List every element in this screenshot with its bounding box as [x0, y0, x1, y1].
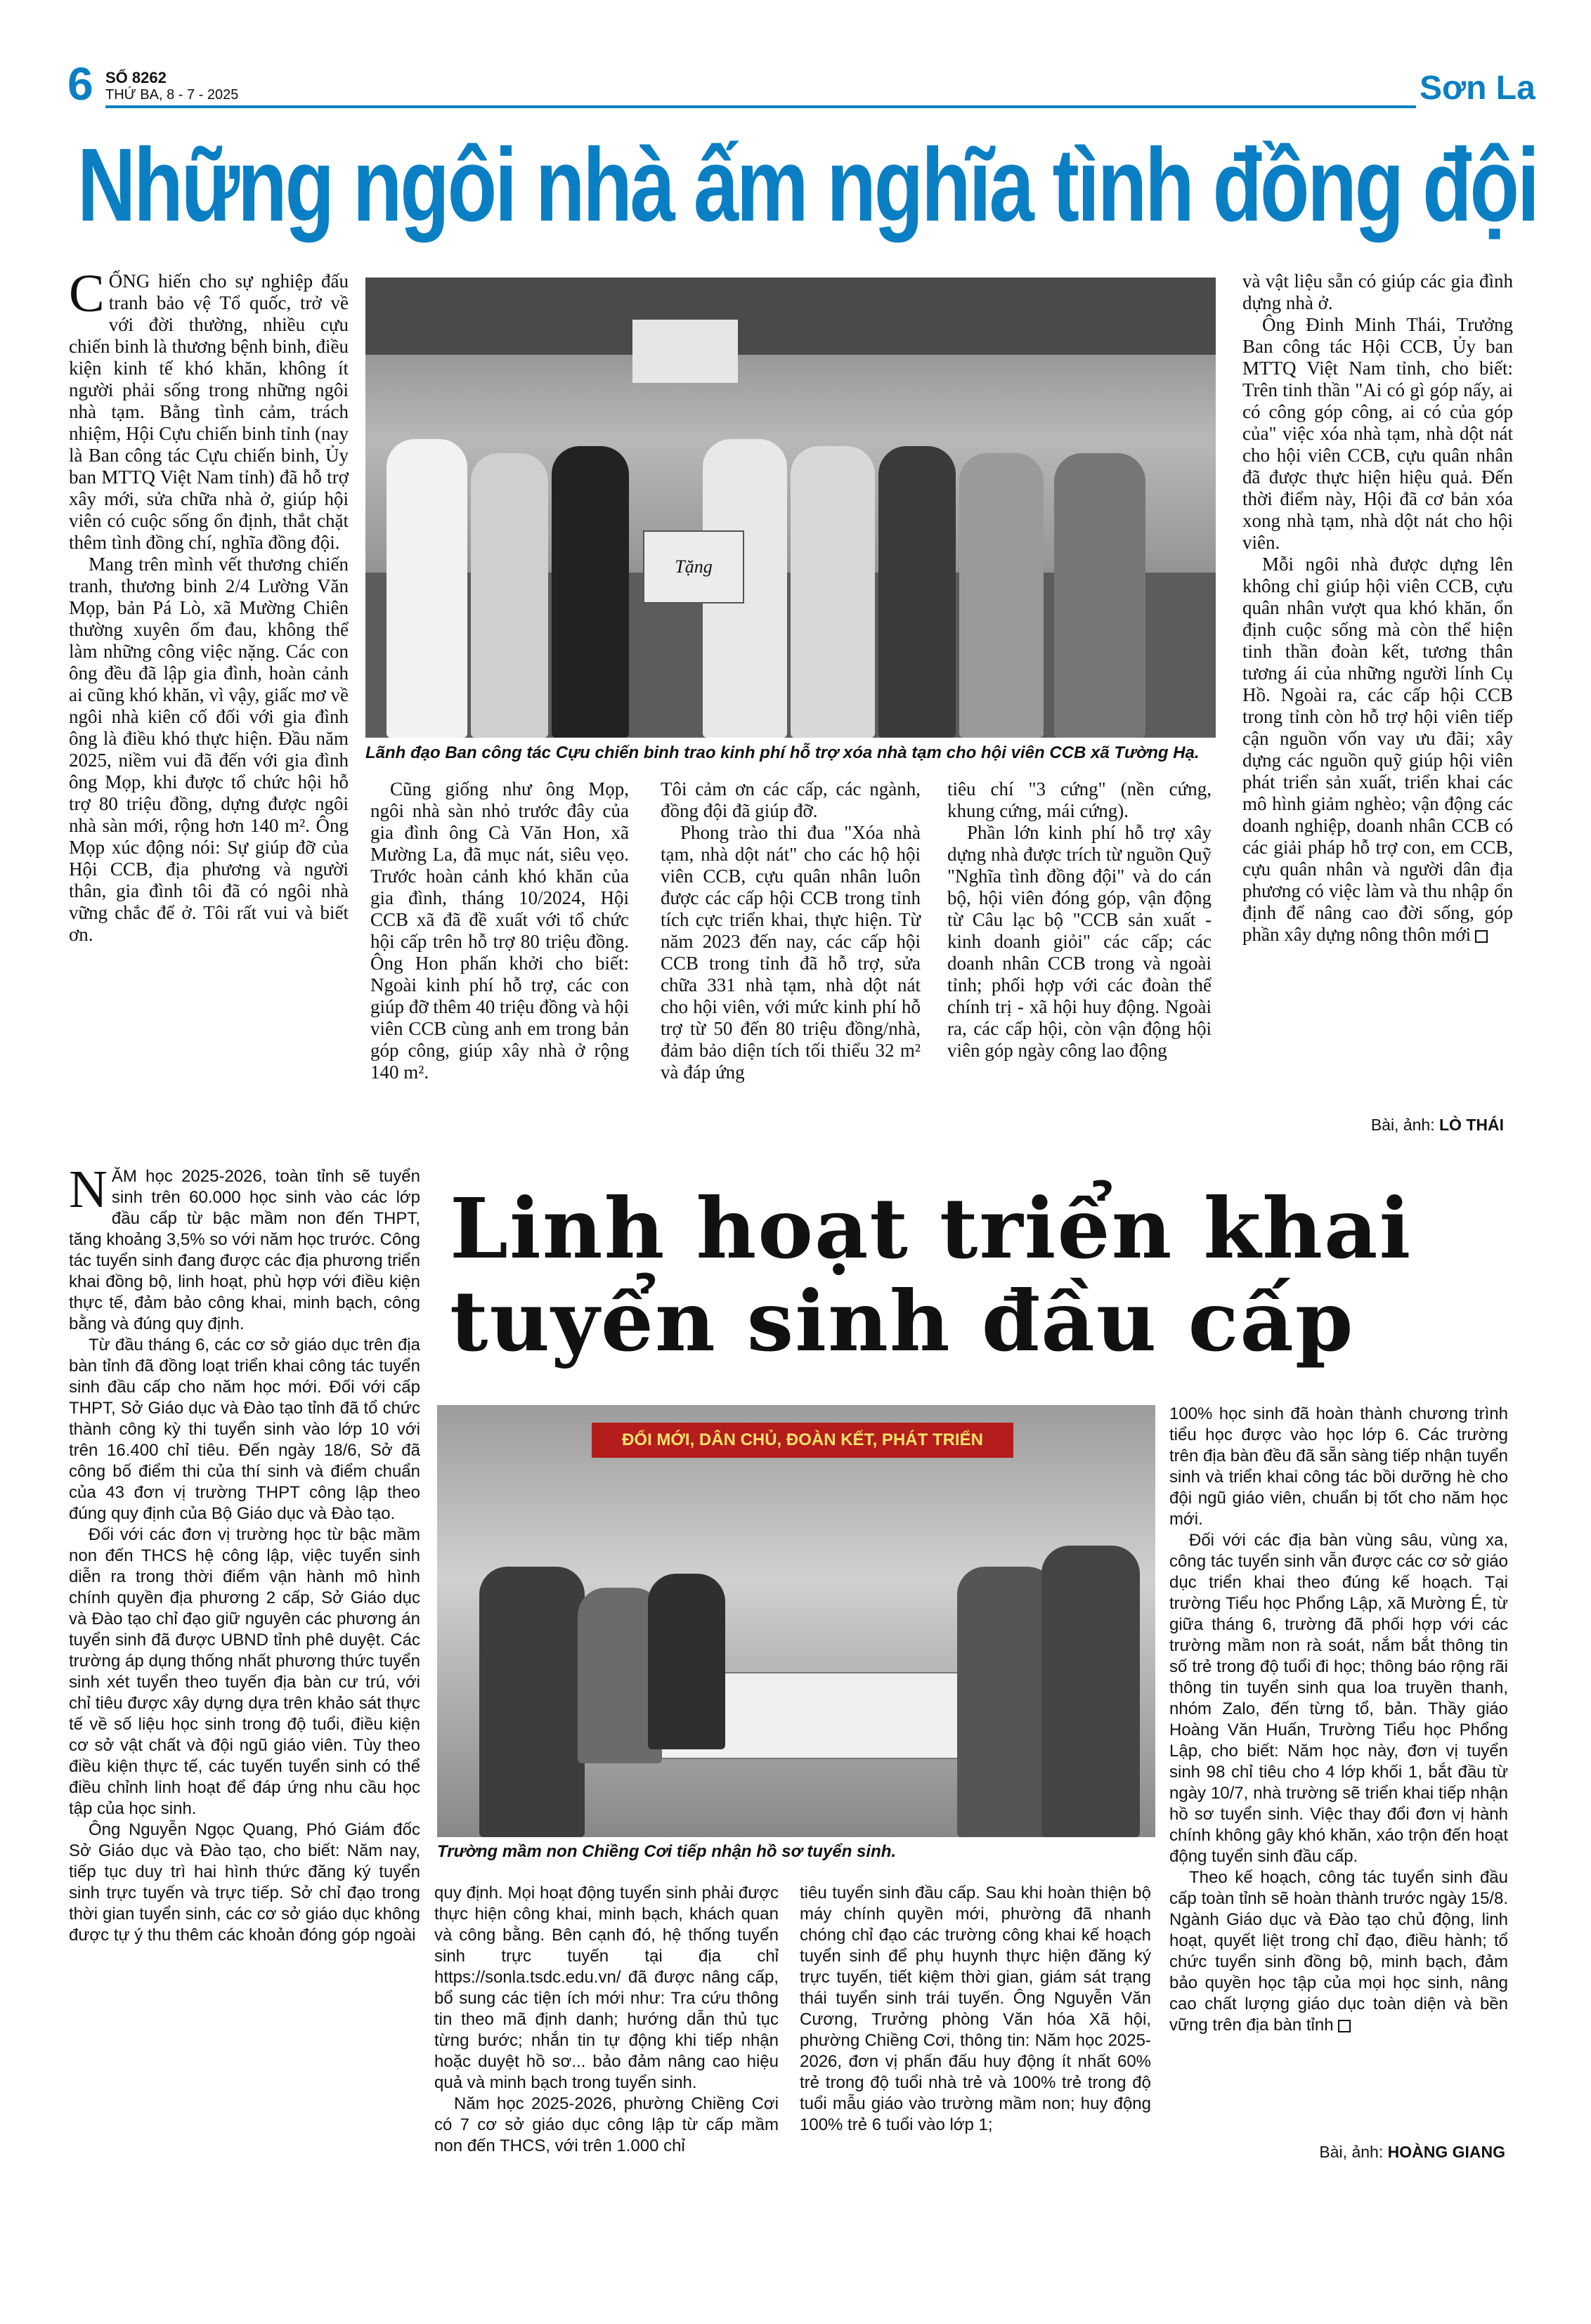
gift-box: Tặng — [643, 530, 744, 603]
paragraph: và vật liệu sẵn có giúp các gia đình dựng nhà ở. — [1242, 270, 1513, 313]
article1-photo-caption: Lãnh đạo Ban công tác Cựu chiến binh trao kinh phí hỗ trợ xóa nhà tạm cho hội viên CCB xã Tường Hạ. — [365, 743, 1200, 762]
author-name: HOÀNG GIANG — [1387, 2143, 1505, 2161]
article2-photo — [437, 1405, 1155, 1837]
paragraph: Phần lớn kinh phí hỗ trợ xây dựng nhà được trích từ nguồn Quỹ "Nghĩa tình đồng đội" và do cán bộ, hội viên đóng góp, vận động từ Câu lạc bộ "CCB sản xuất - kinh doanh giỏi" các cấp; các doanh nhân CCB trong và ngoài tỉnh; phối hợp với các đoàn thể chính trị - xã hội huy động. Ngoài ra, các cấp hội, còn vận động hội viên góp ngày công lao động — [947, 822, 1212, 1061]
article1-col3 — [661, 778, 921, 1083]
paragraph: Ông Nguyễn Ngọc Quang, Phó Giám đốc Sở Giáo dục và Đào tạo, cho biết: Năm nay, tiếp tục duy trì hai hình thức đăng ký tuyển sinh trực tuyến và trực tiếp. Sở chỉ đạo trong thời gian tuyển sinh, các cơ sở giáo dục không được tự ý thu thêm các khoản đóng góp ngoài — [69, 1820, 420, 1945]
end-mark-icon — [1338, 2020, 1351, 2032]
article2-col4 — [1169, 1404, 1508, 2036]
article2-title-line1: Linh hoạt triển khai — [450, 1180, 1413, 1277]
dropcap: N — [69, 1160, 108, 1219]
paragraph: Phong trào thi đua "Xóa nhà tạm, nhà dột nát" cho các hộ hội viên CCB, cựu quân nhân luôn được các cấp hội CCB trong tỉnh tích cực triển khai, thực hiện. Từ năm 2023 đến nay, các cấp hội CCB trong tỉnh đã hỗ trợ, sửa chữa 331 nhà tạm, nhà dột nát cho hội viên, với mức kinh phí hỗ trợ từ 50 đến 80 triệu đồng/nhà, đảm bảo diện tích tối thiểu 32 m² và đáp ứng — [661, 822, 921, 1083]
article1-byline: Bài, ảnh: LÒ THÁI — [1370, 1116, 1504, 1134]
paragraph: quy định. Mọi hoạt động tuyển sinh phải được thực hiện công khai, minh bạch, khách quan và công bằng. Bên cạnh đó, hệ thống tuyển sinh trực tuyến tại địa chỉ https://sonla.tsdc.edu.vn/ đã được nâng cấp, bổ sung các tiện ích mới như: Tra cứu thông tin theo mã định danh; hướng dẫn thủ tục từng bước; nhắn tin tự động khi tiếp nhận hoặc duyệt hồ sơ... bảo đảm nâng cao hiệu quả và minh bạch trong tuyển sinh. — [434, 1884, 779, 2092]
paragraph: tiêu chí "3 cứng" (nền cứng, khung cứng, mái cứng). — [947, 778, 1212, 821]
dropcap: C — [69, 264, 105, 323]
paragraph: tiêu tuyển sinh đầu cấp. Sau khi hoàn thiện bộ máy chính quyền mới, phường đã nhanh chóng chỉ đạo các trường công khai kế hoạch tuyển sinh để phụ huynh thực hiện đăng ký trực tuyến, tiết kiệm thời gian, giám sát trạng thái tuyển sinh trái tuyến. Ông Nguyễn Văn Cương, Trưởng phòng Văn hóa Xã hội, phường Chiềng Cơi, thông tin: Năm học 2025-2026, đơn vị phấn đấu huy động ít nhất 60% trẻ trong độ tuổi nhà trẻ và 100% trẻ trong độ tuổi mẫu giáo vào trường mầm non; huy động 100% trẻ 6 tuổi vào lớp 1; — [800, 1884, 1151, 2134]
paragraph: Tôi cảm ơn các cấp, các ngành, đồng đội đã giúp đỡ. — [661, 778, 921, 821]
section-name: Sơn La — [1420, 70, 1535, 107]
header-rule — [105, 105, 1416, 108]
article1-col1 — [69, 264, 349, 946]
article2-byline: Bài, ảnh: HOÀNG GIANG — [1319, 2143, 1505, 2161]
article2-col2 — [434, 1883, 779, 2157]
author-name: LÒ THÁI — [1439, 1116, 1504, 1134]
issue-number: SỐ 8262 — [105, 69, 167, 86]
article2-col3 — [800, 1883, 1151, 2136]
photo-banner: ĐỔI MỚI, DÂN CHỦ, ĐOÀN KẾT, PHÁT TRIỂN — [592, 1423, 1013, 1458]
paragraph: Đối với các địa bàn vùng sâu, vùng xa, công tác tuyển sinh vẫn được các cơ sở giáo dục triển khai theo đúng kế hoạch. Tại trường Tiểu học Phổng Lập, xã Mường É, từ giữa tháng 6, trường đã phối hợp với các trường mầm non rà soát, nắm bắt thông tin số trẻ trong độ tuổi đi học; thông báo rộng rãi thông tin tuyển sinh qua loa truyền thanh, nhóm Zalo, đến từng tổ, bản. Thầy giáo Hoàng Văn Huấn, Trường Tiểu học Phổng Lập, cho biết: Năm học này, đơn vị tuyển sinh 98 chỉ tiêu cho 4 lớp khối 1, bắt đầu từ ngày 10/7, nhà trường sẽ triển khai tiếp nhận hồ sơ tuyển sinh. Việc thay đổi đơn vị hành chính không gây khó khăn, xáo trộn đến hoạt động tuyển sinh đầu cấp. — [1169, 1531, 1508, 1866]
article1-photo — [365, 278, 1216, 738]
article1-title: Những ngôi nhà ấm nghĩa tình đồng đội — [77, 127, 1538, 243]
paragraph: ỐNG hiến cho sự nghiệp đấu tranh bảo vệ Tổ quốc, trở về với đời thường, nhiều cựu chiến binh là thương bệnh binh, điều kiện kinh tế khó khăn, không ít người phải sống trong những ngôi nhà tạm. Bằng tình cảm, trách nhiệm, Hội Cựu chiến binh tỉnh (nay là Ban công tác Cựu chiến binh, Ủy ban MTTQ Việt Nam tỉnh) đã hỗ trợ xây mới, sửa chữa nhà ở, giúp hội viên có cuộc sống ổn định, thắt chặt thêm tình đồng chí, nghĩa đồng đội. — [69, 270, 349, 553]
article2-title-line2: tuyển sinh đầu cấp — [450, 1272, 1355, 1370]
paragraph: Mỗi ngôi nhà được dựng lên không chỉ giúp hội viên CCB, cựu quân nhân vượt qua khó khăn, ổn định cuộc sống mà còn thể hiện tinh thần đoàn kết, tương thân tương ái của những người lính Cụ Hồ. Ngoài ra, các cấp hội CCB trong tỉnh còn hỗ trợ hội viên tiếp cận nguồn vốn vay ưu đãi; xây dựng các nguồn quỹ giúp hội viên phát triển sản xuất, triển khai các mô hình giảm nghèo; vận động các doanh nghiệp, doanh nhân CCB có các giải pháp hỗ trợ con, em CCB, cựu quân nhân và người dân địa phương có việc làm và thu nhập ổn định để nâng cao đời sống, góp phần xây dựng nông thôn mới — [1242, 554, 1513, 945]
article1-col4 — [947, 778, 1212, 1062]
paragraph: 100% học sinh đã hoàn thành chương trình tiểu học được vào học lớp 6. Các trường trên địa bàn đều đã sẵn sàng tiếp nhận tuyển sinh và triển khai công tác bồi dưỡng hè cho đội ngũ giáo viên, chuẩn bị tốt cho năm học mới. — [1169, 1404, 1508, 1529]
paragraph: Đối với các đơn vị trường học từ bậc mầm non đến THCS hệ công lập, việc tuyển sinh diễn ra trong thời điểm vận hành mô hình chính quyền địa phương 2 cấp, Sở Giáo dục và Đào tạo chỉ đạo giữ nguyên các phương án tuyển sinh đã được UBND tỉnh phê duyệt. Các trường áp dụng thống nhất phương thức tuyển sinh xét tuyển theo tuyến địa bàn cư trú, với chỉ tiêu được xây dựng dựa trên khảo sát thực tế về số liệu học sinh trong độ tuổi, điều kiện cơ sở vật chất và đội ngũ giáo viên. Tùy theo điều kiện thực tế, các tuyến tuyển sinh có thể điều chỉnh linh hoạt để đáp ứng nhu cầu học tập của học sinh. — [69, 1525, 420, 1818]
paragraph: Từ đầu tháng 6, các cơ sở giáo dục trên địa bàn tỉnh đã đồng loạt triển khai công tác tuyển sinh đầu cấp cho năm học mới. Đối với cấp THPT, Sở Giáo dục và Đào tạo tỉnh đã tổ chức thành công kỳ thi tuyển sinh vào lớp 10 với trên 16.400 chỉ tiêu. Đến ngày 18/6, Sở đã công bố điểm thi của thí sinh và điểm chuẩn của 43 đơn vị trường THPT công lập theo đúng quy định của Bộ Giáo dục và Đào tạo. — [69, 1336, 420, 1523]
article1-col2 — [370, 778, 629, 1083]
paragraph: ĂM học 2025-2026, toàn tỉnh sẽ tuyển sinh trên 60.000 học sinh vào các lớp đầu cấp từ bậc mầm non đến THPT, tăng khoảng 3,5% so với năm học trước. Công tác tuyển sinh đang được các địa phương triển khai đồng bộ, linh hoạt, phù hợp với điều kiện thực tế, đảm bảo công khai, minh bạch, công bằng và đúng quy định. — [69, 1167, 420, 1333]
end-mark-icon — [1475, 930, 1488, 943]
paragraph: Cũng giống như ông Mọp, ngôi nhà sàn nhỏ trước đây của gia đình ông Cà Văn Hon, xã Mường La, đã mục nát, siêu vẹo. Trước hoàn cảnh khó khăn của gia đình, tháng 10/2024, Hội CCB xã đã đề xuất với tổ chức hội cấp trên hỗ trợ 80 triệu đồng. Ông Hon phấn khởi cho biết: Ngoài kinh phí hỗ trợ, các con giúp đỡ thêm 40 triệu đồng và hội viên CCB cùng anh em trong bản góp công, giúp xây nhà ở rộng 140 m². — [370, 778, 629, 1083]
paragraph: Mang trên mình vết thương chiến tranh, thương binh 2/4 Lường Văn Mọp, bản Pá Lò, xã Mường Chiên thường xuyên ốm đau, không thể làm những công việc nặng. Các con ông đều đã lập gia đình, hoàn cảnh ai cũng khó khăn, vì vậy, giấc mơ về ngôi nhà kiên cố đối với gia đình ông là điều khó thực hiện. Đầu năm 2025, niềm vui đã đến với gia đình ông Mọp, khi được tổ chức hội hỗ trợ 80 triệu đồng, dựng được ngôi nhà sàn mới, rộng hơn 140 m². Ông Mọp xúc động nói: Sự giúp đỡ của Hội CCB, địa phương và người thân, gia đình tôi đã có ngôi nhà vững chắc để ở. Tôi rất vui và biết ơn. — [69, 554, 349, 945]
article2-col1 — [69, 1160, 420, 1946]
paragraph: Theo kế hoạch, công tác tuyển sinh đầu cấp toàn tỉnh sẽ hoàn thành trước ngày 15/8. Ngành Giáo dục và Đào tạo chủ động, linh hoạt, quyết liệt trong chỉ đạo, điều hành; tổ chức tuyển sinh đồng bộ, minh bạch, đảm bảo quyền học tập của mọi học sinh, nâng cao chất lượng giáo dục toàn diện và bền vững trên địa bàn tỉnh — [1169, 1868, 1508, 2035]
paragraph: Ông Đinh Minh Thái, Trưởng Ban công tác Hội CCB, Ủy ban MTTQ Việt Nam tỉnh, cho biết: Trên tinh thần "Ai có gì góp nấy, ai có công góp công, ai có của góp của" việc xóa nhà tạm, nhà dột nát cho hội viên CCB, cựu quân nhân đã được thực hiện hiệu quả. Đến thời điểm này, Hội đã cơ bản xóa xong nhà tạm, nhà dột nát cho hội viên. — [1242, 314, 1513, 553]
issue-date: THỨ BA, 8 - 7 - 2025 — [105, 87, 239, 103]
article1-col5 — [1242, 270, 1513, 946]
page-number: 6 — [67, 58, 93, 110]
paragraph: Năm học 2025-2026, phường Chiềng Cơi có 7 cơ sở giáo dục công lập từ cấp mầm non đến THCS, với trên 1.000 chỉ — [434, 2094, 779, 2155]
article2-photo-caption: Trường mầm non Chiềng Cơi tiếp nhận hồ sơ tuyển sinh. — [437, 1842, 897, 1861]
